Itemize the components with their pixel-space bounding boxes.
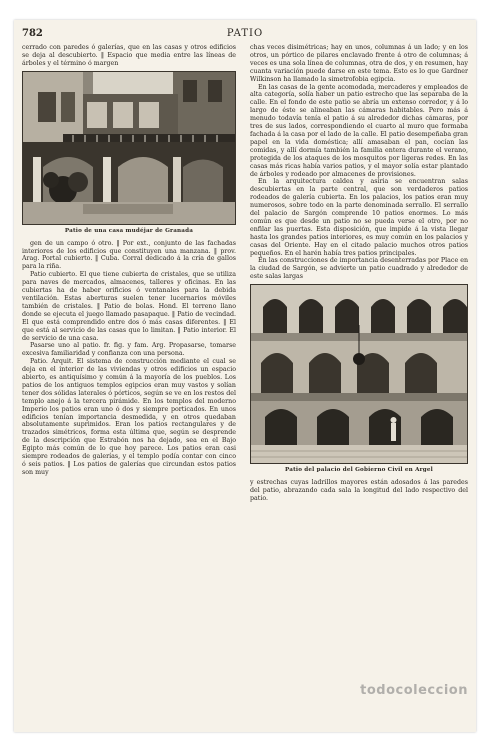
page-number: 782 <box>22 28 43 39</box>
right-paragraph: En las casas de la gente acomodada, mercaderes y empleados de alta categoría, solía haber un patio estrecho que las separaba de la calle. En el fondo de este patio se abría un extenso corredor, y á lo largo de éste se alineaban las cámaras habitables. Pero más á menudo todavía tenía el patio á su alrededor dichas cámaras, por tres de sus lados, correspondiendo el cuarto al muro que formaba fachada á la casa por el lado de la calle. El patio desempeñaba gran papel en la vida doméstica; allí amasaban el pan, cocían las comidas, y allí dormía también la familia entera durante el verano, protegida de los ataques de los mosquitos por ligeras redes. En las casas más ricas había varios patios, y el mayor solía estar plantado de árboles y rodeado por almacenes de provisiones. <box>250 83 468 178</box>
algiers-photo-caption: Patio del palacio del Gobierno Civil en Argel <box>285 467 433 474</box>
granada-patio-photo <box>22 71 236 225</box>
right-paragraph: chas veces disimétricas; hay en unos, columnas á un lado; y en los otros, un pórtico de pilares enclavado frente á otro de columnas; á veces es una sola línea de columnas, otra de dos, y en resumen, hay cuanta variación puede darse en este tema. Esto es lo que Gardner Wilkinson ha llamado la simetrofobia egipcia. <box>250 44 468 83</box>
left-column <box>22 44 236 477</box>
right-column <box>250 44 468 503</box>
scanned-page <box>14 20 476 732</box>
right-paragraph: En la arquitectura caldea y asiria se encuentran salas descubiertas en la parte central, que son verdaderos patios rodeados de galería cubierta. En los palacios, los patios eran muy numerosos, sobre todo en la parte denominada serrallo. El serrallo del palacio de Sargón comprende 10 patios enormes. Lo más común es que desde un patio no se pueda verse el otro, por no enfilar las puertas. Esta disposición, que impide á la vista llegar hasta los grandes patios interiores, es muy común en los palacios y casas del Oriente. Hay en el citado palacio muchos otros patios pequeños. En el harén había tres patios principales. <box>250 178 468 257</box>
granada-photo-caption: Patio de una casa mudéjar de Granada <box>64 227 194 234</box>
left-paragraph: Patio. Arquit. El sistema de construcción mediante el cual se deja en el interior de las viviendas y otros edificios un espacio abierto, es antiquísimo y común á la mayoría de los pueblos. Los patios de los antiguos templos egipcios eran muy vastos y solían tener dos sólidas laterales ó pórticos, según se ve en los restos del templo anejo á la tercera pirámide. En los templos del moderno Imperio los patios eran uno ó dos y siempre porticados. En unos edificios tenían importancia desmedida, y en otros quedaban absolutamente suprimidos. Eran los patios rectangulares y de trazados simétricos, forma esta última que, según se desprende de la descripción que Estrabón nos ha dejado, sea en el Bajo Egipto más común de lo que hoy parece. Los patios eran casi siempre rodeados de galerías, y el templo podía contar con cinco ó seis patios. ‖ Los patios de galerías que circundan estos patios son muy <box>22 358 236 476</box>
algiers-palace-photo <box>250 284 468 464</box>
page-header <box>14 28 476 42</box>
left-paragraph: Patio cubierto. El que tiene cubierta de cristales, que se utiliza para naves de mercados, almacenes, talleres y oficinas. En las cubiertas ha de haber orificios ó ventanales para la debida ventilación. Estas aberturas suelen tener lucernarios móviles también de cristales. ‖ Patio de bolas. Hond. El terreno llano donde se ejecuta el juego llamado pasapaque. ‖ Patio de vecindad. El que está comprendido entre dos ó más casas diferentes. ‖ El que está al servicio de las casas que lo limitan. ‖ Patio interior. El de servicio de una casa. <box>22 271 236 342</box>
right-bottom-text: y estrechas cuyas ladrillos mayores están adosados á las paredes del patio, abrazando cada sala la longitud del lado respectivo del patio. <box>250 479 468 502</box>
left-paragraph: gen de un campo ó otro. ‖ Por ext., conjunto de las fachadas interiores de los edificios que constituyen una manzana. ‖ prov. Arag. Portal cubierto. ‖ Cuba. Corral dedicado á la cría de gallos para la riña. <box>22 239 236 271</box>
right-paragraph: En las construcciones de importancia desenterradas por Place en la ciudad de Sargón, se advierte un patio cuadrado y alrededor de este salas largas <box>250 257 468 281</box>
watermark-logo: todocoleccion <box>360 683 468 698</box>
algiers-palace-image <box>251 285 467 463</box>
left-top-text: cerrado con paredes ó galerías, que en las casas y otros edificios se deja al descubierto. ‖ Espacio que media entre las líneas de árboles y el término ó margen <box>22 44 236 67</box>
granada-patio-image <box>23 72 235 224</box>
left-paragraph: Pasarse uno al patio. fr. fig. y fam. Arg. Propasarse, tomarse excesiva familiaridad y confianza con una persona. <box>22 342 236 358</box>
running-title: PATIO <box>226 28 264 39</box>
